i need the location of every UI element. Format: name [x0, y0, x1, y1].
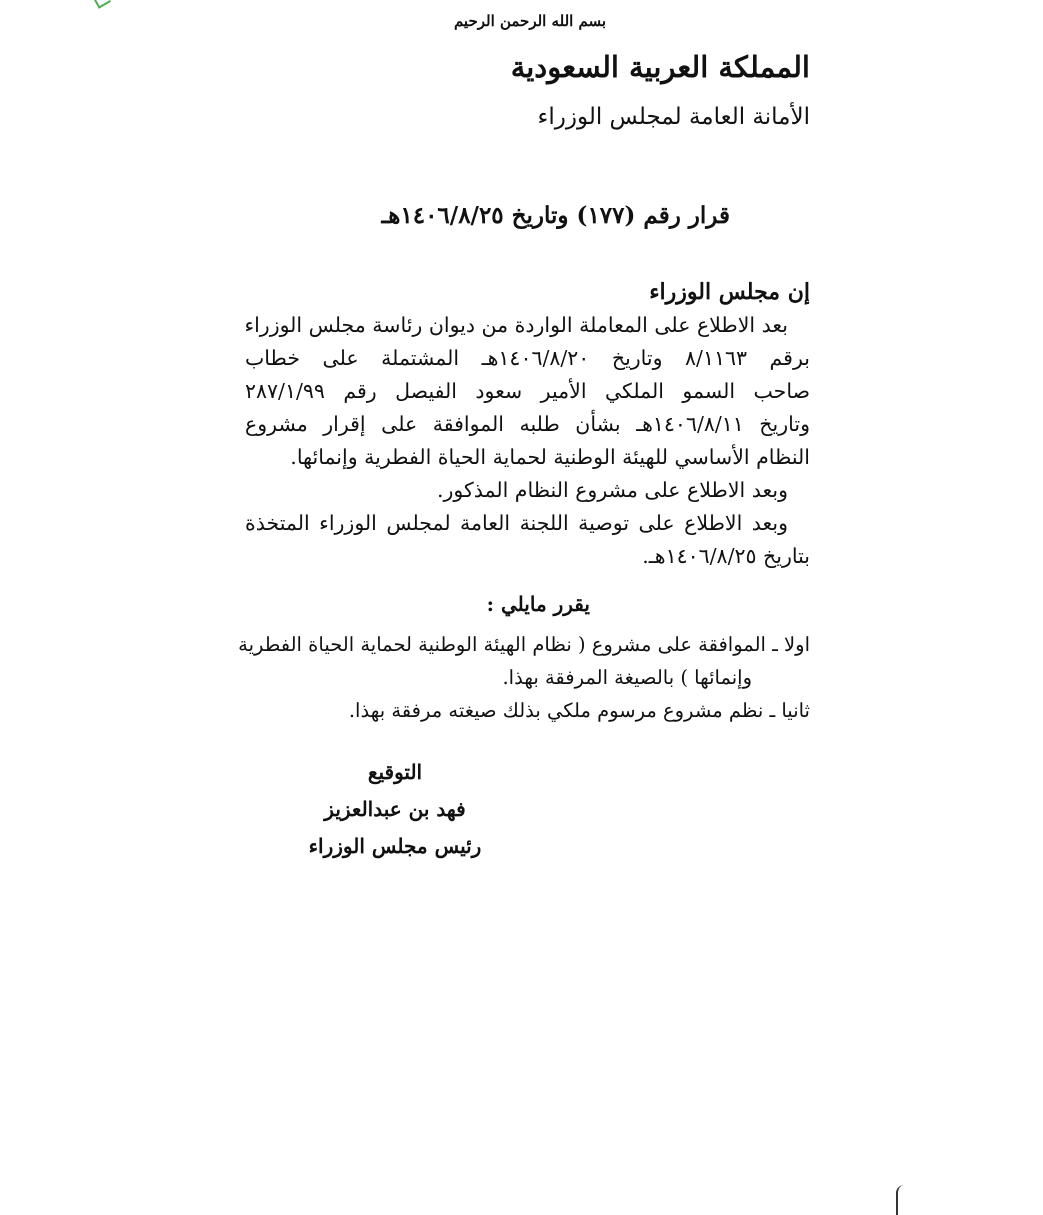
corner-check-mark — [93, 0, 111, 9]
body-line: النظام الأساسي للهيئة الوطنية لحماية الحياة الفطرية وإنمائها. — [290, 445, 810, 469]
body-line: وبعد الاطلاع على مشروع النظام المذكور. — [436, 478, 788, 502]
body-line: بعد الاطلاع على المعاملة الواردة من ديوان رئاسة مجلس الوزراء — [244, 313, 788, 337]
body-line: صاحب السمو الملكي الأمير سعود الفيصل رقم ٢٨٧/١/٩٩ — [245, 379, 810, 403]
signatory-name: فهد بن عبدالعزيز — [324, 797, 466, 821]
item-line: ثانيا ـ نظم مشروع مرسوم ملكي بذلك صيغته مرفقة بهذا. — [348, 699, 810, 722]
decision-body — [245, 276, 810, 573]
body-line: برقم ٨/١١٦٣ وتاريخ ١٤٠٦/٨/٢٠هـ المشتملة على خطاب — [245, 346, 810, 370]
decision-items — [238, 630, 810, 729]
page-edge-mark — [896, 1185, 904, 1215]
body-line: وبعد الاطلاع على توصية اللجنة العامة لمجلس الوزراء المتخذة — [245, 511, 788, 535]
opening-line: إن مجلس الوزراء — [649, 279, 810, 305]
body-line: وتاريخ ١٤٠٦/٨/١١هـ بشأن طلبه الموافقة على إقرار مشروع — [245, 412, 810, 436]
signatory-title: رئيس مجلس الوزراء — [308, 834, 482, 858]
body-line: بتاريخ ١٤٠٦/٨/٢٥هـ. — [642, 544, 810, 568]
decides-heading: يقرر مايلي : — [486, 592, 590, 616]
kingdom-name: المملكة العربية السعودية — [510, 50, 810, 84]
signature-label: التوقيع — [367, 760, 423, 784]
letterhead — [510, 50, 810, 130]
item-line: اولا ـ الموافقة على مشروع ( نظام الهيئة الوطنية لحماية الحياة الفطرية — [238, 633, 810, 656]
decision-title: قرار رقم (١٧٧) وتاريخ ١٤٠٦/٨/٢٥هـ — [381, 202, 730, 229]
secretariat-name: الأمانة العامة لمجلس الوزراء — [537, 104, 810, 130]
signature-block — [290, 754, 500, 865]
item-line: وإنمائها ) بالصيغة المرفقة بهذا. — [502, 666, 752, 689]
basmala: بسم الله الرحمن الرحيم — [453, 12, 607, 30]
